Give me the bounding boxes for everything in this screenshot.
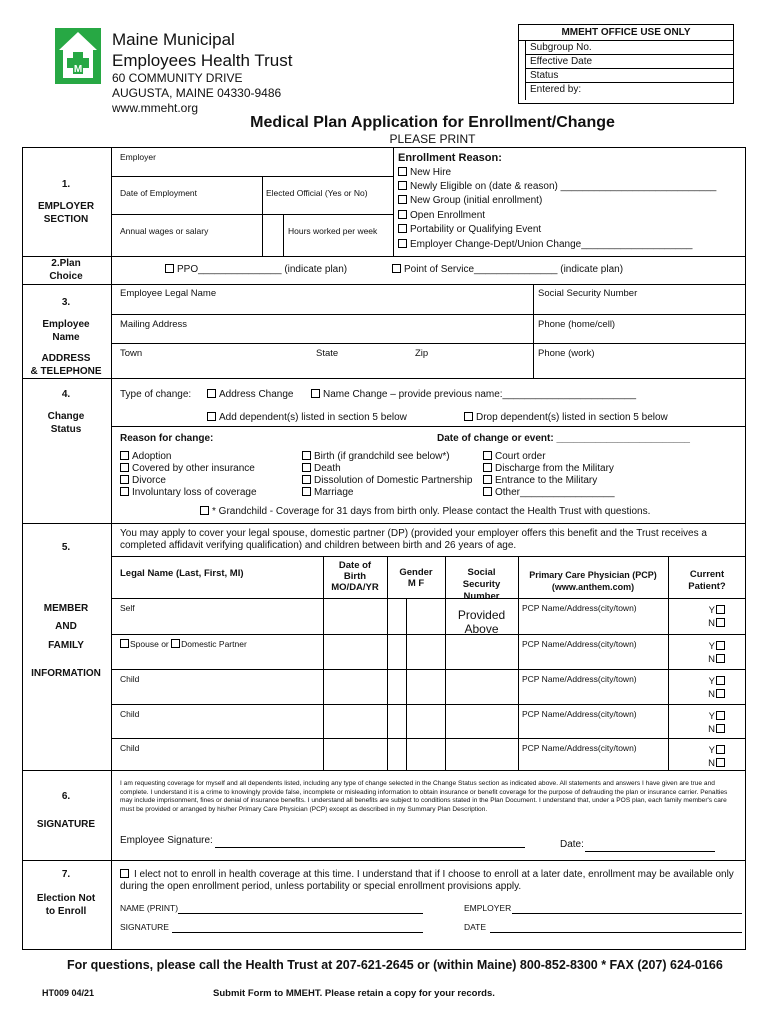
checkbox[interactable] [200,506,209,515]
current-patient-spouse[interactable]: Y N [700,640,725,666]
change-address[interactable]: Address Change [207,389,294,400]
office-use-box [518,24,734,104]
row-child-3[interactable]: Child [120,743,140,753]
phone-home-field[interactable]: Phone (home/cell) [538,319,616,330]
col-dob [323,560,387,593]
office-field-effective-date[interactable]: Effective Date [526,55,733,69]
col-pcp-line1: Primary Care Physician (PCP) [529,570,657,580]
reason-involuntary-loss[interactable]: Involuntary loss of coverage [120,487,257,498]
reason-new-group[interactable]: New Group (initial enrollment) [398,195,542,206]
checkbox-no[interactable] [716,724,725,733]
checkbox[interactable] [311,389,320,398]
pcp-name-child-3[interactable]: PCP Name/Address(city/town) [522,743,637,753]
checkbox[interactable] [302,475,311,484]
reason-death[interactable]: Death [302,463,341,474]
col-gender [387,567,445,589]
signature-label: SIGNATURE [120,922,169,932]
checkbox-no[interactable] [716,654,725,663]
checkbox[interactable] [398,210,407,219]
house-cross-logo-icon [55,28,101,84]
col-gender-line2: M F [407,578,425,589]
col-ssn-line3: Number [463,591,500,602]
name-print-line[interactable] [178,913,423,914]
pcp-name-spouse[interactable]: PCP Name/Address(city/town) [522,639,637,649]
section5-label4: INFORMATION [31,668,101,679]
checkbox[interactable] [464,412,473,421]
row-self[interactable]: Self [120,603,135,613]
col-current-line1: Current [689,569,725,580]
row-child-1[interactable]: Child [120,674,140,684]
current-patient-child-3[interactable]: Y N [700,744,725,770]
section2-label1: 2.Plan [51,258,81,269]
address-line2: AUGUSTA, MAINE 04330-9486 [112,86,282,100]
checkbox-yes[interactable] [716,711,725,720]
section6-number: 6. [61,791,71,802]
section5-label3: FAMILY [48,640,84,651]
office-use-title: MMEHT OFFICE USE ONLY [519,25,733,41]
section4-number: 4. [61,389,71,400]
add-dependents[interactable]: Add dependent(s) listed in section 5 below [207,412,407,423]
town-field[interactable]: Town [120,348,143,359]
plan-pos[interactable]: Point of Service_______________ (indicate plan) [392,264,623,275]
section6-label: SIGNATURE [36,819,96,830]
checkbox[interactable] [398,224,407,233]
checkbox-no[interactable] [716,689,725,698]
election-not-enroll[interactable]: I elect not to enroll in health coverage at this time. I understand that if I choose to enroll at a later date, enrollment may be available only during the open enrollment period, unless portability or special enrollment provisions apply. [120,869,734,892]
section7-label1: Election Not [36,893,96,904]
reason-court-order[interactable]: Court order [483,451,546,462]
section3-label1: Employee [42,319,90,330]
checkbox[interactable] [207,389,216,398]
form-title: Medical Plan Application for Enrollment/Change [250,114,615,131]
reason-newly-eligible[interactable]: Newly Eligible on (date & reason) ____________________________ [398,181,716,192]
address-line1: 60 COMMUNITY DRIVE [112,71,243,85]
checkbox-yes[interactable] [716,745,725,754]
checkbox[interactable] [171,639,180,648]
col-current-line2: Patient? [688,581,726,592]
checkbox[interactable] [302,487,311,496]
signature-date-label: Date: [560,839,584,850]
legal-name-field[interactable]: Employee Legal Name [120,288,217,299]
reason-employer-change[interactable]: Employer Change-Dept/Union Change____________________ [398,239,692,250]
current-patient-child-1[interactable]: Y N [700,675,725,701]
section3-label3: ADDRESS [41,353,91,364]
row-spouse[interactable]: Spouse or Domestic Partner [120,639,247,649]
reason-new-hire[interactable]: New Hire [398,167,451,178]
checkbox-yes[interactable] [716,641,725,650]
section3-label2: Name [52,332,80,343]
checkbox[interactable] [483,475,492,484]
checkbox[interactable] [398,181,407,190]
section4-label2: Status [50,424,82,435]
section7-number: 7. [61,869,71,880]
name-print-label: NAME (PRINT) [120,903,179,913]
checkbox[interactable] [398,167,407,176]
zip-field[interactable]: Zip [415,348,429,359]
reason-dissolution[interactable]: Dissolution of Domestic Partnership [302,475,472,486]
plan-ppo[interactable]: PPO_______________ (indicate plan) [165,264,347,275]
employee-signature-line[interactable] [215,847,525,848]
office-field-status[interactable]: Status [526,69,733,83]
reason-discharge-military[interactable]: Discharge from the Military [483,463,614,474]
pcp-name-child-1[interactable]: PCP Name/Address(city/town) [522,674,637,684]
hours-worked-field[interactable]: Hours worked per week [288,226,378,236]
checkbox[interactable] [120,639,129,648]
drop-dependents[interactable]: Drop dependent(s) listed in section 5 below [464,412,668,423]
employer-field[interactable]: Employer [120,152,156,162]
phone-work-field[interactable]: Phone (work) [538,348,595,359]
reason-birth[interactable]: Birth (if grandchild see below*) [302,451,450,462]
section1-number: 1. [61,179,71,190]
checkbox[interactable] [207,412,216,421]
org-name-line1: Maine Municipal [112,30,235,49]
col-ssn-line2: Security [462,579,501,590]
provided-line1: Provided [457,608,506,622]
col-current [668,569,746,593]
reason-other[interactable]: Other_________________ [483,487,615,498]
col-dob-line1: Date of [338,560,372,571]
svg-text:M: M [73,64,83,75]
checkbox[interactable] [120,869,129,878]
checkbox[interactable] [483,487,492,496]
change-name[interactable]: Name Change – provide previous name:________________________ [311,389,636,400]
section1-label1: EMPLOYER [37,201,95,212]
checkbox[interactable] [120,463,129,472]
provided-line2: Above [464,622,499,636]
employer-line[interactable] [512,913,742,914]
checkbox-no[interactable] [716,618,725,627]
section1-label2: SECTION [43,214,89,225]
section5-number: 5. [61,542,71,553]
section2-label2: Choice [49,271,83,282]
current-patient-self[interactable]: Y N [700,604,725,630]
office-field-entered-by[interactable]: Entered by: [530,84,582,95]
questions-footer: For questions, please call the Health Trust at 207-621-2645 or (within Maine) 800-852-8300 * FAX (207) 624-0166 [67,958,723,972]
col-pcp [518,569,668,593]
ssn-field[interactable]: Social Security Number [538,288,638,299]
checkbox[interactable] [392,264,401,273]
grandchild-note[interactable]: * Grandchild - Coverage for 31 days from birth only. Please contact the Health Trust with questions. [200,506,650,517]
checkbox[interactable] [120,487,129,496]
col-dob-line2: Birth [343,571,367,582]
section7-label2: to Enroll [45,906,87,917]
checkbox[interactable] [483,451,492,460]
mailing-address-field[interactable]: Mailing Address [120,319,188,330]
section4-label1: Change [47,411,85,422]
col-pcp-line2: (www.anthem.com) [551,582,635,592]
form-subtitle: PLEASE PRINT [389,132,476,146]
annual-wages-field[interactable]: Annual wages or salary [120,226,209,236]
checkbox-yes[interactable] [716,605,725,614]
ssn-provided-above [445,608,518,636]
elected-official-field[interactable]: Elected Official (Yes or No) [266,188,368,198]
signature-line[interactable] [172,932,423,933]
enrollment-reason-title: Enrollment Reason: [398,152,502,164]
reason-entrance-military[interactable]: Entrance to the Military [483,475,597,486]
current-patient-child-2[interactable]: Y N [700,710,725,736]
checkbox[interactable] [120,451,129,460]
reason-divorce[interactable]: Divorce [120,475,166,486]
section3-number: 3. [61,297,71,308]
checkbox[interactable] [398,239,407,248]
row-child-2[interactable]: Child [120,709,140,719]
date-line[interactable] [490,932,742,933]
website: www.mmeht.org [112,101,199,115]
signature-date-line[interactable] [585,851,715,852]
checkbox[interactable] [483,463,492,472]
org-name-line2: Employees Health Trust [112,51,293,70]
checkbox[interactable] [302,463,311,472]
reason-marriage[interactable]: Marriage [302,487,353,498]
reason-change-label: Reason for change: [120,433,214,444]
date-label: DATE [464,922,487,932]
col-dob-line3: MO/DA/YR [331,582,379,593]
pcp-name-self[interactable]: PCP Name/Address(city/town) [522,603,637,613]
section5-label2: AND [55,621,77,632]
col-gender-line1: Gender [399,567,433,578]
logo [55,28,101,84]
pcp-name-child-2[interactable]: PCP Name/Address(city/town) [522,709,637,719]
attestation-text: I am requesting coverage for myself and all dependents listed, including any type of change selected in the Change Status section as indicated above. All statements and answers I have given are true and complete. I understand it is a crime to knowingly provide false, incomplete or misleading information to obtain insurance or benefit coverage for the purpose of defrauding the plan or insurance carrier. Penalties may include imprisonment, fines or denial of insurance benefits. I understand all benefits are subject to conditions stated in the Plan Document. I understand that, under a POS plan, each family member's care must be provided or arranged by his/her Primary Care Physician (PCP) except as described in my Summary Plan Description. [120,780,728,813]
employee-signature-label: Employee Signature: [120,835,213,846]
employer-label: EMPLOYER [464,903,512,913]
checkbox[interactable] [302,451,311,460]
date-employment-field[interactable]: Date of Employment [120,188,198,198]
reason-portability[interactable]: Portability or Qualifying Event [398,224,541,235]
col-legal-name: Legal Name (Last, First, MI) [120,568,244,579]
reason-open-enrollment[interactable]: Open Enrollment [398,210,485,221]
office-field-subgroup[interactable]: Subgroup No. [526,41,733,55]
type-of-change-label: Type of change: [120,389,192,400]
checkbox-no[interactable] [716,758,725,767]
submit-note: Submit Form to MMEHT. Please retain a copy for your records. [213,988,495,999]
form-id: HT009 04/21 [42,988,95,998]
checkbox[interactable] [165,264,174,273]
section5-label1: MEMBER [43,603,89,614]
reason-adoption[interactable]: Adoption [120,451,171,462]
state-field[interactable]: State [316,348,339,359]
section5-intro: You may apply to cover your legal spouse, domestic partner (DP) (provided your employer offers this benefit and the Trust receives a completed affidavit verifying qualification) and children between birth and 26 years of age. [120,528,707,551]
checkbox-yes[interactable] [716,676,725,685]
section3-label4: & TELEPHONE [30,366,102,377]
checkbox[interactable] [398,195,407,204]
checkbox[interactable] [120,475,129,484]
reason-other-insurance[interactable]: Covered by other insurance [120,463,255,474]
col-ssn-line1: Social [467,567,496,578]
date-change-label: Date of change or event: ________________________ [437,433,690,444]
